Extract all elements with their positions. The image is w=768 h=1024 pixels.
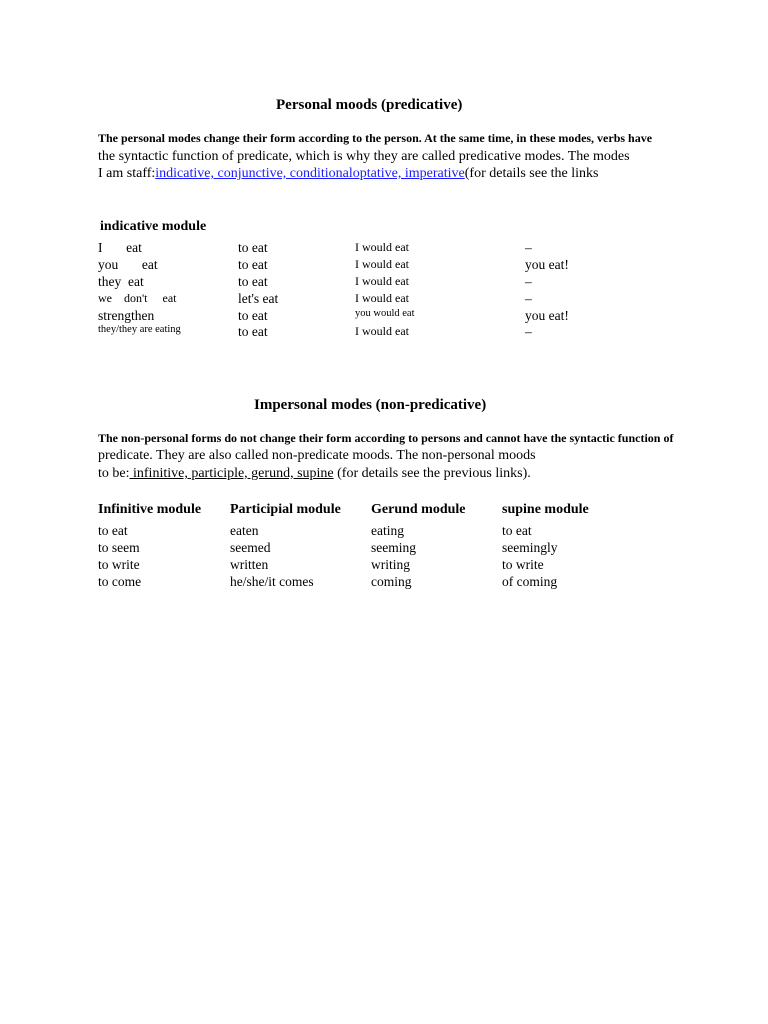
indicative-cell-r1c3: I would eat	[355, 240, 409, 254]
indicative-cell-r6c4: –	[525, 324, 532, 339]
nonpersonal-cell-r4c3: coming	[371, 574, 412, 589]
section-title-personal-moods: Personal moods (predicative)	[276, 97, 463, 113]
nonpersonal-cell-r2c1: to seem	[98, 540, 140, 555]
mood-links[interactable]: indicative, conjunctive, conditionaloptative, imperative	[155, 166, 465, 181]
nonpersonal-cell-r1c1: to eat	[98, 523, 128, 538]
nonpersonal-cell-r4c4: of coming	[502, 574, 558, 589]
section-title-impersonal-modes: Impersonal modes (non-predicative)	[254, 397, 487, 413]
nonpersonal-cell-r3c1: to write	[98, 557, 140, 572]
nonpersonal-cell-r2c2: seemed	[230, 540, 271, 555]
impersonal-intro-line3	[98, 467, 531, 481]
indicative-cell-r4c3: I would eat	[355, 291, 409, 305]
indicative-cell-r6c1: they/they are eating	[98, 324, 181, 335]
indicative-cell-r1c1: I eat	[98, 240, 142, 255]
indicative-cell-r2c3: I would eat	[355, 257, 409, 271]
impersonal-intro-suffix: (for details see the previous links).	[333, 466, 531, 481]
indicative-cell-r5c2: to eat	[238, 308, 268, 323]
nonpersonal-links[interactable]: infinitive, participle, gerund, supine	[129, 466, 334, 481]
nonpersonal-cell-r2c3: seeming	[371, 540, 416, 555]
nonpersonal-cell-r1c2: eaten	[230, 523, 259, 538]
impersonal-intro-prefix: to be:	[98, 466, 130, 481]
indicative-cell-r2c2: to eat	[238, 257, 268, 272]
nonpersonal-cell-r3c2: written	[230, 557, 269, 572]
nonpersonal-cell-r1c4: to eat	[502, 523, 532, 538]
personal-intro-line3	[98, 167, 599, 181]
nonpersonal-cell-r1c3: eating	[371, 523, 404, 538]
indicative-cell-r5c1: strengthen	[98, 308, 155, 323]
indicative-module-header: indicative module	[100, 219, 207, 234]
indicative-cell-r3c3: I would eat	[355, 274, 409, 288]
indicative-cell-r1c4: –	[525, 240, 532, 255]
indicative-cell-r4c1: we don't eat	[98, 291, 177, 305]
header-participial-module: Participial module	[230, 502, 341, 517]
indicative-cell-r2c4: you eat!	[525, 257, 569, 272]
personal-intro-suffix: (for details see the links	[464, 166, 599, 181]
indicative-cell-r4c4: –	[525, 291, 532, 306]
impersonal-intro-line2: predicate. They are also called non-predicate moods. The non-personal moods	[98, 448, 536, 463]
indicative-cell-r6c2: to eat	[238, 324, 268, 339]
indicative-cell-r3c1: they eat	[98, 274, 144, 289]
indicative-cell-r6c3: I would eat	[355, 324, 409, 338]
header-supine-module: supine module	[502, 502, 589, 517]
nonpersonal-cell-r3c3: writing	[371, 557, 410, 572]
indicative-cell-r1c2: to eat	[238, 240, 268, 255]
indicative-cell-r4c2: let's eat	[238, 291, 279, 306]
nonpersonal-cell-r3c4: to write	[502, 557, 544, 572]
personal-intro-line2: the syntactic function of predicate, which is why they are called predicative modes. The modes	[98, 149, 630, 164]
indicative-cell-r5c3: you would eat	[355, 308, 415, 319]
indicative-cell-r5c4: you eat!	[525, 308, 569, 323]
header-infinitive-module: Infinitive module	[98, 502, 202, 517]
nonpersonal-cell-r2c4: seemingly	[502, 540, 558, 555]
personal-intro-bold: The personal modes change their form according to the person. At the same time, in these modes, verbs have	[98, 131, 653, 145]
impersonal-intro-bold: The non-personal forms do not change their form according to persons and cannot have the syntactic function of	[98, 431, 674, 445]
personal-intro-prefix: I am staff:	[98, 166, 156, 181]
indicative-cell-r3c4: –	[525, 274, 532, 289]
indicative-cell-r2c1: you eat	[98, 257, 158, 272]
indicative-cell-r3c2: to eat	[238, 274, 268, 289]
nonpersonal-cell-r4c1: to come	[98, 574, 142, 589]
header-gerund-module: Gerund module	[371, 502, 466, 517]
nonpersonal-cell-r4c2: he/she/it comes	[230, 574, 314, 589]
